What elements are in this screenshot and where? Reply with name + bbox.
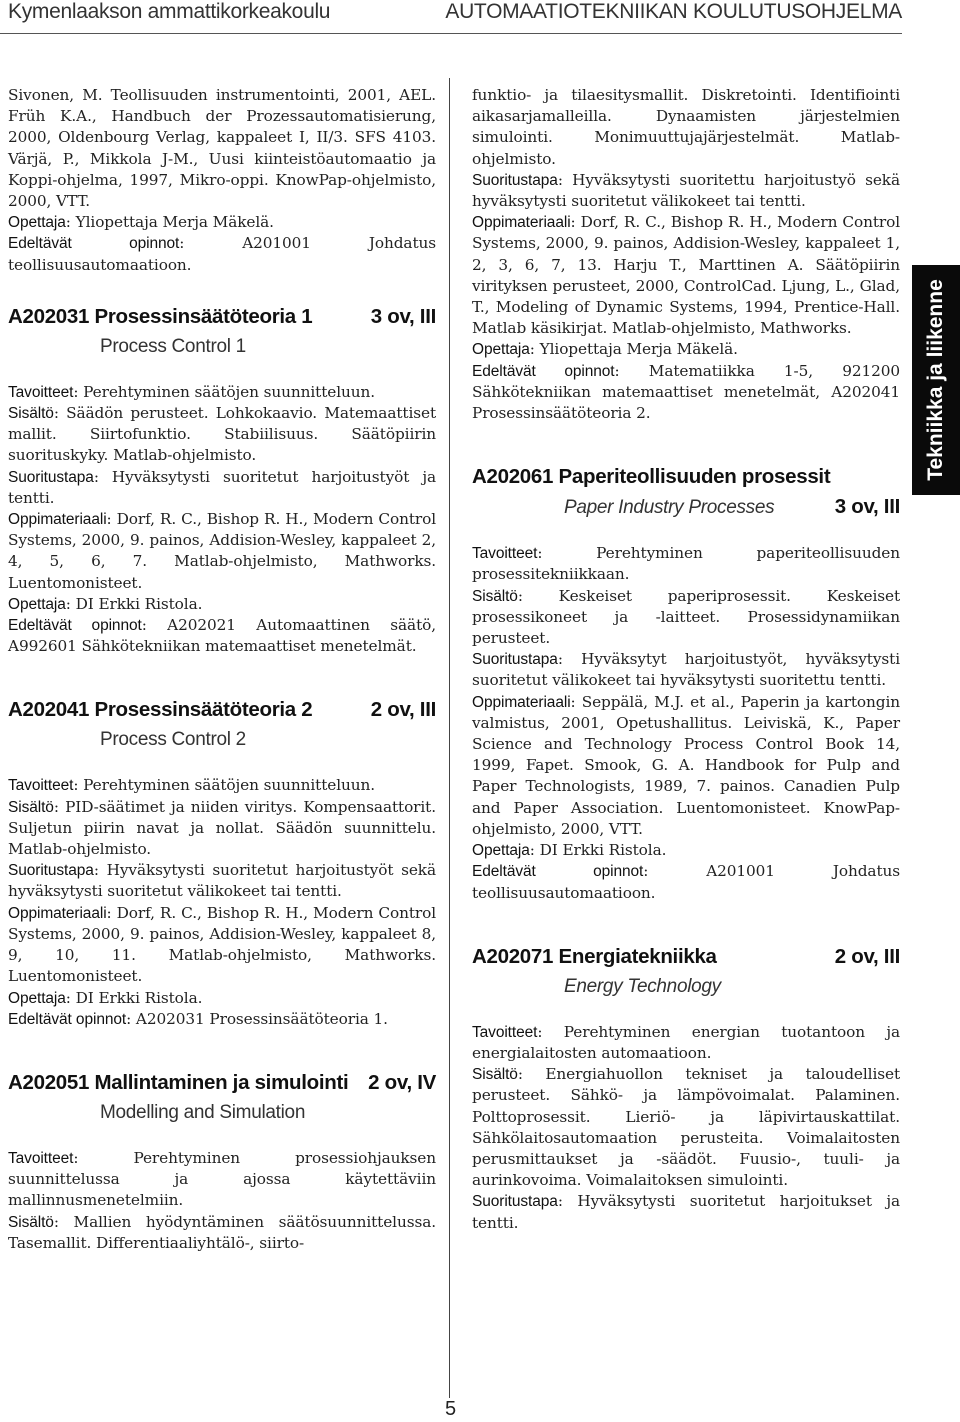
- continued-text: funktio- ja tilaesitysmallit. Diskretointi. Identifiointi aikasarjamalleilla. Dynaamisten järjestelmien simulointi. Monimuuttujajärjestelmät. Matlab-ohjelmisto.: [472, 86, 900, 168]
- course-title: A202051 Mallintaminen ja simulointi: [8, 1070, 349, 1094]
- value: : Hyväksytysti suoritetut harjoitustyöt sekä hyväksytysti suoritetut välikokeet tai tentti.: [8, 861, 436, 901]
- course-prereq: [8, 615, 436, 657]
- course-heading: [8, 304, 436, 360]
- course-prereq: [8, 1009, 436, 1030]
- course-goals: [472, 1022, 900, 1064]
- course-title: A202041 Prosessinsäätöteoria 2: [8, 698, 313, 722]
- course-materials: [8, 903, 436, 988]
- course-teacher: [8, 594, 436, 615]
- value: : Seppälä, M.J. et al., Paperin ja kartongin valmistus, 2001, Opetushallitus. Leiviskä, K., Paper Science and Technology Process Control Book 14, 1999, Fapet. Smook, G. A. Handbook for Pulp and Paper Technologists, 1989, 7. painos. Canadien Pulp and Paper Association. Luentomonisteet. KnowPap-ohjelmisto, 2000, VTT.: [472, 692, 900, 838]
- value: : Hyväksytysti suoritetut harjoitustyöt ja tentti.: [8, 467, 436, 507]
- header-programme: AUTOMAATIOTEKNIIKAN KOULUTUSOHJELMA: [445, 0, 902, 23]
- value: : Dorf, R. C., Bishop R. H., Modern Control Systems, 2000, 9. painos, Addision-Wesley, kappaleet 1, 2, 3, 6, 7, 13. Harju T., Marttinen A. Säätöpiirin virityksen perusteet, 2000, ControlCad. Ljung, L., Glad, T., Modeling of Dynamic Systems, 1994, Prentice-Hall. Matlab käsikirjat. Matlab-ohjelmisto, Mathworks.: [472, 213, 900, 338]
- value: : Dorf, R. C., Bishop R. H., Modern Control Systems, 2000, 9. painos, Addision-Wesley, kappaleet 2, 4, 5, 6, 7. Matlab-ohjelmisto, Mathworks. Luentomonisteet.: [8, 510, 436, 592]
- value: : Keskeiset paperiprosessit. Keskeiset prosessikoneet ja -laitteet. Prosessidynamiikan perusteet.: [472, 586, 900, 648]
- course-subtitle: Process Control 1: [100, 335, 246, 357]
- course-teacher: [8, 988, 436, 1009]
- value: : Säädön perusteet. Lohkokaavio. Matemaattiset mallit. Siirtofunktio. Stabiilisuus. Säätöpiirin suorituskyky. Matlab-ohjelmisto.: [8, 404, 436, 465]
- value: : DI Erkki Ristola.: [65, 988, 203, 1007]
- value: : Perehtyminen säätöjen suunnitteluun.: [73, 382, 376, 401]
- intro-prereq: [8, 233, 436, 275]
- course-subtitle: Energy Technology: [564, 975, 721, 997]
- intro-teacher: [8, 212, 436, 233]
- label: Oppimateriaali: [472, 693, 571, 711]
- label: Oppimateriaali: [8, 511, 107, 529]
- course-prereq: [472, 361, 900, 425]
- label: Edeltävät opinnot: [472, 863, 644, 881]
- value: : PID-säätimet ja niiden viritys. Kompensaattorit. Suljetun piirin navat ja nollat. Säädön suunnittelu. Matlab-ohjelmisto.: [8, 797, 436, 859]
- label: Sisältö: [8, 1213, 54, 1231]
- course-subtitle: Process Control 2: [100, 729, 246, 751]
- label: Opettaja: [472, 341, 530, 359]
- course-content: [472, 1064, 900, 1191]
- course-teacher: [472, 840, 900, 861]
- section-tab-label: Tekniikka ja liikenne: [924, 279, 947, 481]
- column-divider: [449, 78, 450, 1398]
- label: Edeltävät opinnot: [8, 617, 142, 635]
- label: Edeltävät opinnot: [8, 235, 180, 253]
- course-heading: [8, 1070, 436, 1126]
- value: : Dorf, R. C., Bishop R. H., Modern Control Systems, 2000, 9. painos, Addision-Wesley, kappaleet 8, 9, 10, 11. Matlab-ohjelmisto, Mathworks. Luentomonisteet.: [8, 903, 436, 986]
- course-materials: [472, 692, 900, 840]
- label: Sisältö: [8, 798, 54, 816]
- label: Edeltävät opinnot: [8, 1010, 127, 1028]
- value: : DI Erkki Ristola.: [529, 841, 667, 860]
- value: : Matematiikka 1-5, 921200 Sähkötekniikan matemaattiset menetelmät, A202041 Prosessinsäätöteoria 2.: [472, 361, 900, 423]
- course-completion: [472, 170, 900, 212]
- label: Oppimateriaali: [8, 904, 107, 922]
- label: Tavoitteet: [8, 777, 74, 795]
- course-title: A202061 Paperiteollisuuden prosessit: [472, 465, 831, 489]
- label: Edeltävät opinnot: [472, 362, 615, 380]
- value: : A202031 Prosessinsäätöteoria 1.: [126, 1009, 388, 1028]
- label: Tavoitteet: [472, 1023, 538, 1041]
- course-credits: 2 ov, IV: [368, 1070, 436, 1094]
- course-title: A202071 Energiatekniikka: [472, 944, 717, 968]
- header-divider: [0, 33, 902, 34]
- value: : Hyväksytysti suoritetut harjoitukset ja tentti.: [472, 1192, 900, 1232]
- course-materials: [472, 212, 900, 339]
- value: : DI Erkki Ristola.: [65, 594, 203, 613]
- value: : Yliopettaja Merja Mäkelä.: [65, 213, 274, 232]
- value: : A201001 Johdatus teollisuusautomaatioon.: [8, 234, 436, 274]
- page-number: 5: [445, 1398, 457, 1420]
- course-heading: [8, 697, 436, 753]
- value: : A202021 Automaattinen säätö, A992601 Sähkötekniikan matemaattiset menetelmät.: [8, 616, 436, 656]
- value: : A201001 Johdatus teollisuusautomaatioon.: [472, 862, 900, 902]
- label: Opettaja: [8, 595, 66, 613]
- course-content: [8, 797, 436, 861]
- course-title: A202031 Prosessinsäätöteoria 1: [8, 304, 313, 328]
- label: Suoritustapa: [472, 171, 558, 189]
- course-completion: [8, 467, 436, 509]
- course-heading: [472, 464, 900, 521]
- value: : Energiahuollon tekniset ja taloudelliset perusteet. Sähkö- ja lämpövoimalat. Palaminen. Polttoprosessit. Lieriö- ja läpivirtauskattilat. Sähkölaitosautomaation perusteita. Voimalaitosten perusmittaukset ja -säädöt. Fuusio-, tuuli- ja aurinkovoima. Voimalaitoksen simulointi.: [472, 1065, 900, 1190]
- course-teacher: [472, 339, 900, 360]
- label: Suoritustapa: [472, 1193, 558, 1211]
- course-subtitle: Paper Industry Processes: [564, 497, 775, 519]
- course-goals: [472, 543, 900, 585]
- label: Opettaja: [472, 842, 530, 860]
- value: : Mallien hyödyntäminen säätösuunnittelussa. Tasemallit. Differentiaaliyhtälö-, siirto-: [8, 1212, 436, 1252]
- label: Suoritustapa: [8, 862, 94, 880]
- course-materials: [8, 509, 436, 594]
- value: : Perehtyminen säätöjen suunnitteluun.: [73, 776, 376, 795]
- label: Sisältö: [472, 1066, 518, 1084]
- course-content: [472, 586, 900, 650]
- course-completion: [472, 1191, 900, 1233]
- left-column: [8, 85, 436, 1254]
- value: : Perehtyminen prosessiohjauksen suunnittelussa ja ajossa käytettäviin mallinnusmenetelmiin.: [8, 1148, 436, 1210]
- section-tab: [912, 265, 960, 495]
- course-completion: [8, 860, 436, 902]
- course-prereq: [472, 861, 900, 903]
- label: Tavoitteet: [8, 1149, 74, 1167]
- course-credits: 3 ov, III: [370, 304, 436, 328]
- value: : Yliopettaja Merja Mäkelä.: [529, 340, 738, 359]
- course-credits: 2 ov, III: [370, 698, 436, 722]
- course-content: [8, 1212, 436, 1254]
- course-goals: [8, 775, 436, 796]
- value: : Perehtyminen energian tuotantoon ja energialaitosten automaatioon.: [472, 1022, 900, 1062]
- course-content: [8, 403, 436, 467]
- value: : Hyväksytysti suoritettu harjoitustyö sekä hyväksytysti suoritetut välikokeet tai tentti.: [472, 170, 900, 211]
- right-column: [472, 85, 900, 1234]
- label: Opettaja: [8, 989, 66, 1007]
- value: : Hyväksytyt harjoitustyöt, hyväksytysti suoritetut välikokeet tai hyväksytysti suoritettu tentti.: [472, 650, 900, 690]
- label: Suoritustapa: [8, 468, 94, 486]
- label: Suoritustapa: [472, 651, 558, 669]
- label: Sisältö: [472, 587, 518, 605]
- course-goals: [8, 1148, 436, 1212]
- value: : Perehtyminen paperiteollisuuden prosessitekniikkaan.: [472, 544, 900, 584]
- intro-text: Sivonen, M. Teollisuuden instrumentointi, 2001, AEL. Früh K.A., Handbuch der Prozessautomatisierung, 2000, Oldenbourg Verlag, kappaleet I, II/3. SFS 4103. Värjä, P., Mikkola J-M., Uusi kiinteistöautomaatio ja Koppi-ohjelma, 1997, Mikro-oppi. KnowPap-ohjelmisto, 2000, VTT.: [8, 86, 436, 211]
- label: Tavoitteet: [472, 545, 538, 563]
- label: Opettaja: [8, 214, 66, 232]
- label: Oppimateriaali: [472, 214, 571, 232]
- course-goals: [8, 382, 436, 403]
- label: Sisältö: [8, 405, 54, 423]
- header-institution: Kymenlaakson ammattikorkeakoulu: [8, 0, 331, 23]
- course-completion: [472, 649, 900, 691]
- course-credits: 3 ov, III: [834, 495, 900, 519]
- label: Tavoitteet: [8, 383, 74, 401]
- course-subtitle: Modelling and Simulation: [100, 1101, 306, 1123]
- course-credits: 2 ov, III: [834, 944, 900, 968]
- course-heading: [472, 944, 900, 1000]
